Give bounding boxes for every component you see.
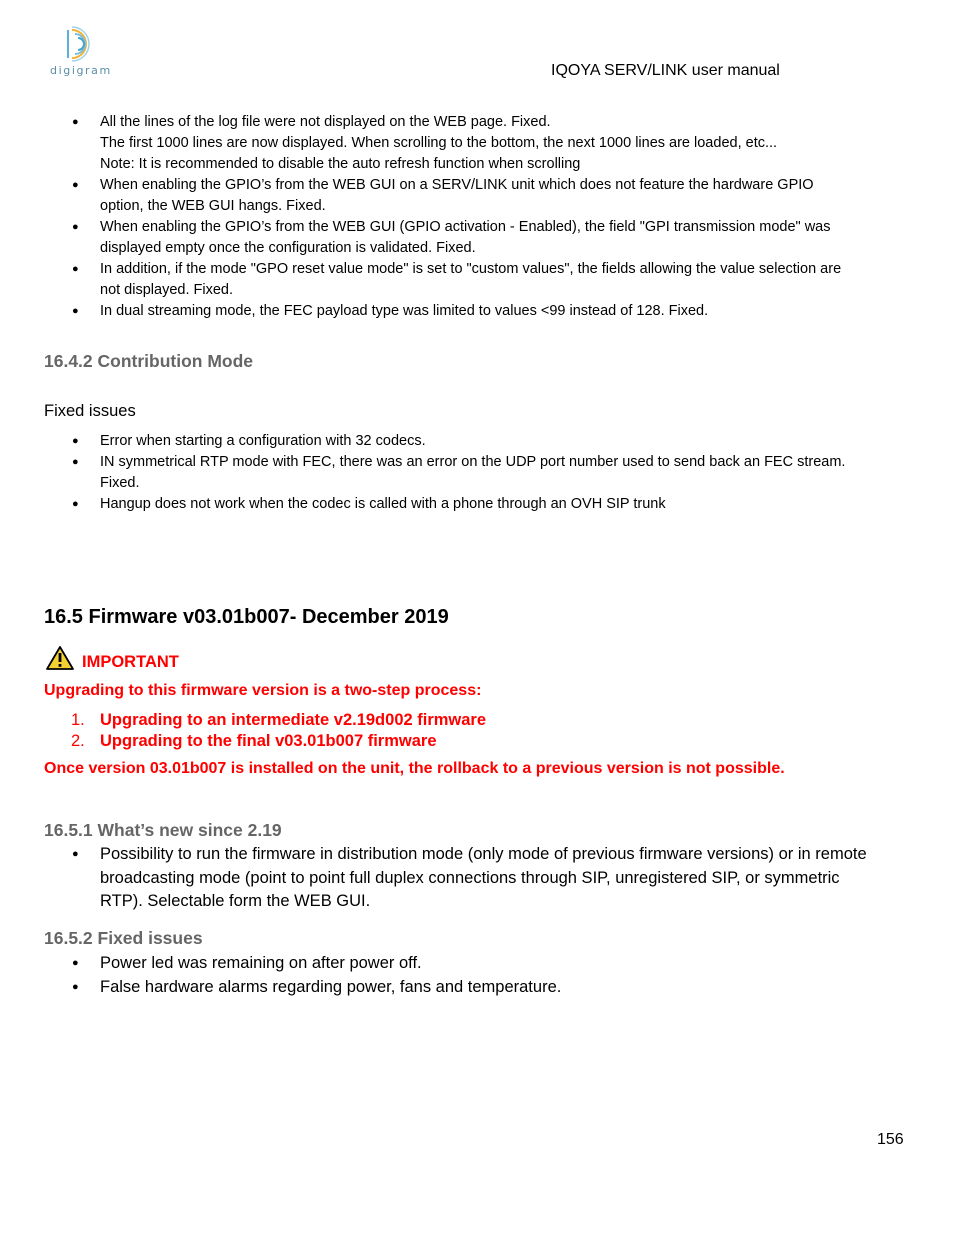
list-item: ● IN symmetrical RTP mode with FEC, there was an error on the UDP port number used to send back an FEC stream. Fixed. <box>44 452 906 494</box>
list-item: ● False hardware alarms regarding power, fans and temperature. <box>44 976 906 1000</box>
section-heading-16-5: 16.5 Firmware v03.01b007- December 2019 <box>44 606 449 628</box>
upgrade-steps-list <box>44 710 744 752</box>
list-item: ● When enabling the GPIO’s from the WEB GUI on a SERV/LINK unit which does not feature the hardware GPIO option, the WEB GUI hangs. Fixed. <box>44 175 906 217</box>
digigram-logo-icon <box>64 26 98 62</box>
list-item: ● Error when starting a configuration with 32 codecs. <box>44 431 906 452</box>
step-number: 1. <box>71 711 85 729</box>
section-heading-16-5-1: 16.5.1 What’s new since 2.19 <box>44 820 282 840</box>
step-number: 2. <box>71 732 85 750</box>
whats-new-list <box>44 843 906 914</box>
fixed-issues-list-top <box>44 112 906 322</box>
list-item: ● In dual streaming mode, the FEC payload type was limited to values <99 instead of 128. Fixed. <box>44 301 906 322</box>
list-item: ● In addition, if the mode "GPO reset value mode" is set to "custom values", the fields allowing the value selection are not displayed. Fixed. <box>44 259 906 301</box>
fixed-issues-list <box>44 952 906 999</box>
list-item: 1. Upgrading to an intermediate v2.19d002 firmware <box>71 711 487 729</box>
digigram-logo <box>48 26 118 78</box>
rollback-warning: Once version 03.01b007 is installed on the unit, the rollback to a previous version is not possible. <box>44 760 785 777</box>
contribution-fixed-issues-list <box>44 431 906 515</box>
list-item: ● Power led was remaining on after power off. <box>44 952 906 976</box>
document-title: IQOYA SERV/LINK user manual <box>551 62 780 79</box>
upgrade-intro: Upgrading to this firmware version is a two-step process: <box>44 682 482 699</box>
logo-text: digigram <box>50 64 112 77</box>
list-item: ● Possibility to run the firmware in distribution mode (only mode of previous firmware versions) or in remote broadcasting mode (point to point full duplex connections through SIP, unregistered SIP, or symmetric RTP). Selectable form the WEB GUI. <box>44 843 906 914</box>
list-item: ● When enabling the GPIO’s from the WEB GUI (GPIO activation - Enabled), the field "GPI transmission mode" was displayed empty once the configuration is validated. Fixed. <box>44 217 906 259</box>
list-item: ● Hangup does not work when the codec is called with a phone through an OVH SIP trunk <box>44 494 906 515</box>
section-heading-16-4-2: 16.4.2 Contribution Mode <box>44 351 254 371</box>
list-item: ● All the lines of the log file were not displayed on the WEB page. Fixed. The first 1000 lines are now displayed. When scrolling to the bottom, the next 1000 lines are loaded, etc... Note: It is recommended to disable the auto refresh function when scrolling <box>44 112 906 175</box>
important-label: IMPORTANT <box>82 653 179 671</box>
list-item: 2. Upgrading to the final v03.01b007 firmware <box>71 732 437 750</box>
page-number: 156 <box>877 1131 904 1148</box>
warning-icon <box>45 645 75 671</box>
fixed-issues-label: Fixed issues <box>44 402 136 420</box>
section-heading-16-5-2: 16.5.2 Fixed issues <box>44 928 203 948</box>
